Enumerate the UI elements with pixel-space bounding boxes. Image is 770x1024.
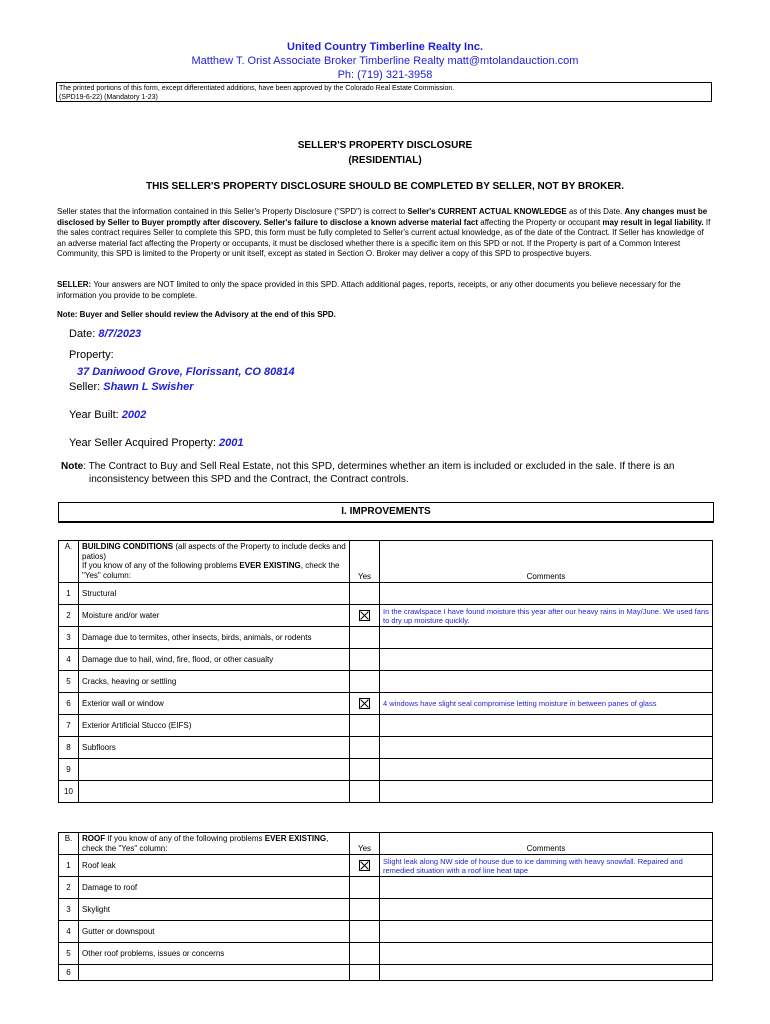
row-number: 7 <box>59 715 79 737</box>
form-instruction: THIS SELLER'S PROPERTY DISCLOSURE SHOULD BE COMPLETED BY SELLER, NOT BY BROKER. <box>146 181 624 192</box>
broker-contact-line: Matthew T. Orist Associate Broker Timberline Realty matt@mtolandauction.com <box>191 55 579 67</box>
row-number: 8 <box>59 737 79 759</box>
row-label: Subfloors <box>79 737 350 759</box>
broker-phone: Ph: (719) 321-3958 <box>337 69 433 81</box>
row-label: Cracks, heaving or settling <box>79 671 350 693</box>
comment-cell[interactable] <box>380 943 713 965</box>
heading-rest: (all aspects of the Property to include decks and patios) <box>82 542 346 561</box>
property-label: Property: <box>69 349 114 361</box>
table-row <box>59 693 713 715</box>
comment-cell[interactable]: In the crawlspace I have found moisture this year after our heavy rains in May/June. We used fans to dry up moisture quickly. <box>380 605 713 627</box>
row-label: Damage due to hail, wind, fire, flood, or other casualty <box>79 649 350 671</box>
row-label: Exterior wall or window <box>79 693 350 715</box>
intro-text-b: Seller's CURRENT ACTUAL KNOWLEDGE <box>407 207 567 216</box>
yes-cell[interactable] <box>350 671 380 693</box>
yes-cell[interactable] <box>350 855 380 877</box>
table-row <box>59 737 713 759</box>
row-number: 2 <box>59 877 79 899</box>
section-improvements-title: I. IMPROVEMENTS <box>58 502 714 523</box>
date-field <box>69 328 141 340</box>
table-row <box>59 921 713 943</box>
section-heading <box>79 541 350 583</box>
yes-cell[interactable] <box>350 921 380 943</box>
row-label: Structural <box>79 583 350 605</box>
roof-table <box>58 832 713 981</box>
row-number: 3 <box>59 627 79 649</box>
yes-cell[interactable] <box>350 583 380 605</box>
comments-column-header: Comments <box>380 833 713 855</box>
row-label: Moisture and/or water <box>79 605 350 627</box>
notice-line-1: The printed portions of this form, except differentiated additions, have been approved by the Colorado Real Estate Commission. <box>59 85 455 92</box>
row-number: 2 <box>59 605 79 627</box>
date-value[interactable]: 8/7/2023 <box>98 328 142 340</box>
section-letter: B. <box>59 833 79 855</box>
seller-label: SELLER: <box>57 280 92 289</box>
year-built-field <box>69 409 146 421</box>
note-text: : The Contract to Buy and Sell Real Estate, not this SPD, determines whether an item is included or excluded in the sale. If there is an <box>83 461 675 472</box>
comment-cell[interactable] <box>380 583 713 605</box>
comment-cell[interactable]: Slight leak along NW side of house due to ice damming with heavy snowfall. Repaired and remedied situation with a roof line heat tape <box>380 855 713 877</box>
table-row <box>59 759 713 781</box>
comment-cell[interactable] <box>380 627 713 649</box>
row-label <box>79 965 350 981</box>
row-label <box>79 781 350 803</box>
comment-cell[interactable] <box>380 715 713 737</box>
comment-cell[interactable] <box>380 759 713 781</box>
comment-cell[interactable]: 4 windows have slight seal compromise letting moisture in between panes of glass <box>380 693 713 715</box>
table-header-row <box>59 541 713 583</box>
comments-column-header: Comments <box>380 541 713 583</box>
table-row <box>59 899 713 921</box>
table-row <box>59 877 713 899</box>
yes-cell[interactable] <box>350 943 380 965</box>
contract-note <box>61 460 721 486</box>
yes-cell[interactable] <box>350 877 380 899</box>
heading-bold-2: EVER EXISTING <box>264 834 327 843</box>
seller-paragraph <box>57 280 713 301</box>
row-label: Gutter or downspout <box>79 921 350 943</box>
table-row <box>59 965 713 981</box>
intro-text-a: Seller states that the information contained in this Seller's Property Disclosure ("SPD") is correct to <box>57 207 408 216</box>
checked-box-icon[interactable] <box>359 610 370 621</box>
row-number: 6 <box>59 965 79 981</box>
checked-box-icon[interactable] <box>359 860 370 871</box>
intro-paragraph <box>57 207 713 260</box>
row-label: Skylight <box>79 899 350 921</box>
heading-bold: ROOF <box>82 834 106 843</box>
note-text-2: inconsistency between this SPD and the Contract, the Contract controls. <box>89 474 409 485</box>
table-row <box>59 649 713 671</box>
year-built-value[interactable]: 2002 <box>121 409 147 421</box>
heading-line2c: , check the "Yes" column: <box>82 561 340 580</box>
heading-rest: If you know of any of the following problems <box>105 834 265 843</box>
comment-cell[interactable] <box>380 921 713 943</box>
row-label: Damage to roof <box>79 877 350 899</box>
row-label: Exterior Artificial Stucco (EIFS) <box>79 715 350 737</box>
table-row <box>59 781 713 803</box>
section-letter: A. <box>59 541 79 583</box>
checked-box-icon[interactable] <box>359 698 370 709</box>
building-conditions-table <box>58 540 713 803</box>
notice-line-2: (SPD19-6-22) (Mandatory 1-23) <box>59 94 158 101</box>
seller-field <box>69 381 194 393</box>
yes-cell[interactable] <box>350 649 380 671</box>
yes-column-header: Yes <box>350 833 380 855</box>
yes-cell[interactable] <box>350 759 380 781</box>
table-row <box>59 583 713 605</box>
intro-text-d: Any changes must be disclosed by Seller to Buyer promptly after discovery. Seller's failure to disclose a known adverse material fact <box>57 207 708 227</box>
row-number: 5 <box>59 671 79 693</box>
comment-cell[interactable] <box>380 965 713 981</box>
yes-cell[interactable] <box>350 899 380 921</box>
property-value[interactable]: 37 Daniwood Grove, Florissant, CO 80814 <box>77 366 295 378</box>
heading-line2b: EVER EXISTING <box>239 561 301 570</box>
comment-cell[interactable] <box>380 899 713 921</box>
table-row <box>59 605 713 627</box>
table-row <box>59 715 713 737</box>
table-row <box>59 943 713 965</box>
yes-cell[interactable] <box>350 605 380 627</box>
row-label: Damage due to termites, other insects, birds, animals, or rodents <box>79 627 350 649</box>
advisory-note: Note: Buyer and Seller should review the Advisory at the end of this SPD. <box>57 310 336 319</box>
note-label: Note <box>61 461 84 472</box>
commission-notice <box>56 82 712 102</box>
comment-cell[interactable] <box>380 781 713 803</box>
table-row <box>59 627 713 649</box>
row-label: Other roof problems, issues or concerns <box>79 943 350 965</box>
yes-cell[interactable] <box>350 693 380 715</box>
row-number: 3 <box>59 899 79 921</box>
year-acquired-label: Year Seller Acquired Property: <box>69 437 216 449</box>
heading-rest-2: , check the "Yes" column: <box>82 834 329 853</box>
row-number: 6 <box>59 693 79 715</box>
section-heading <box>79 833 350 855</box>
form-title: SELLER'S PROPERTY DISCLOSURE <box>297 140 473 151</box>
seller-name-value[interactable]: Shawn L Swisher <box>103 381 194 393</box>
row-number: 1 <box>59 583 79 605</box>
row-number: 5 <box>59 943 79 965</box>
heading-line2a: If you know of any of the following problems <box>82 561 240 570</box>
form-subtitle: (RESIDENTIAL) <box>348 155 422 166</box>
date-label: Date: <box>69 328 96 340</box>
year-built-label: Year Built: <box>69 409 119 421</box>
yes-cell[interactable] <box>350 627 380 649</box>
intro-text-e: affecting the Property or occupant <box>478 217 603 227</box>
yes-column-header: Yes <box>350 541 380 583</box>
yes-cell[interactable] <box>350 965 380 981</box>
table-row <box>59 671 713 693</box>
table-header-row <box>59 833 713 855</box>
row-number: 4 <box>59 649 79 671</box>
comment-cell[interactable] <box>380 649 713 671</box>
row-label <box>79 759 350 781</box>
row-number: 1 <box>59 855 79 877</box>
year-acquired-field <box>69 437 244 449</box>
broker-company-title: United Country Timberline Realty Inc. <box>287 41 483 53</box>
yes-cell[interactable] <box>350 737 380 759</box>
yes-cell[interactable] <box>350 715 380 737</box>
row-number: 10 <box>59 781 79 803</box>
year-acquired-value[interactable]: 2001 <box>219 437 244 449</box>
yes-cell[interactable] <box>350 781 380 803</box>
seller-text: Your answers are NOT limited to only the space provided in this SPD. Attach additional pages, reports, receipts, or any other documents you believe necessary for the information you provide to be complete. <box>57 280 681 300</box>
comment-cell[interactable] <box>380 671 713 693</box>
seller-name-label: Seller: <box>69 381 101 393</box>
table-row <box>59 855 713 877</box>
row-number: 9 <box>59 759 79 781</box>
row-label: Roof leak <box>79 855 350 877</box>
row-number: 4 <box>59 921 79 943</box>
intro-text-g: If the sales contract requires Seller to complete this SPD, this form must be fully completed to Seller's current actual knowledge, as of the date of the Contract. If Seller has knowledge of an adverse material fact affecting the Property or occupants, it must be disclosed whether there is a specific item on this SPD or not. If the Property is part of a Common Interest Community, this SPD is limited to the Property or unit itself, except as stated in Section O. Broker may deliver a copy of this SPD to prospective buyers. <box>57 217 711 258</box>
intro-text-f: may result in legal liability. <box>602 217 704 227</box>
comment-cell[interactable] <box>380 737 713 759</box>
heading-bold: BUILDING CONDITIONS <box>82 542 174 551</box>
intro-text-c: as of this Date. <box>566 207 625 216</box>
comment-cell[interactable] <box>380 877 713 899</box>
